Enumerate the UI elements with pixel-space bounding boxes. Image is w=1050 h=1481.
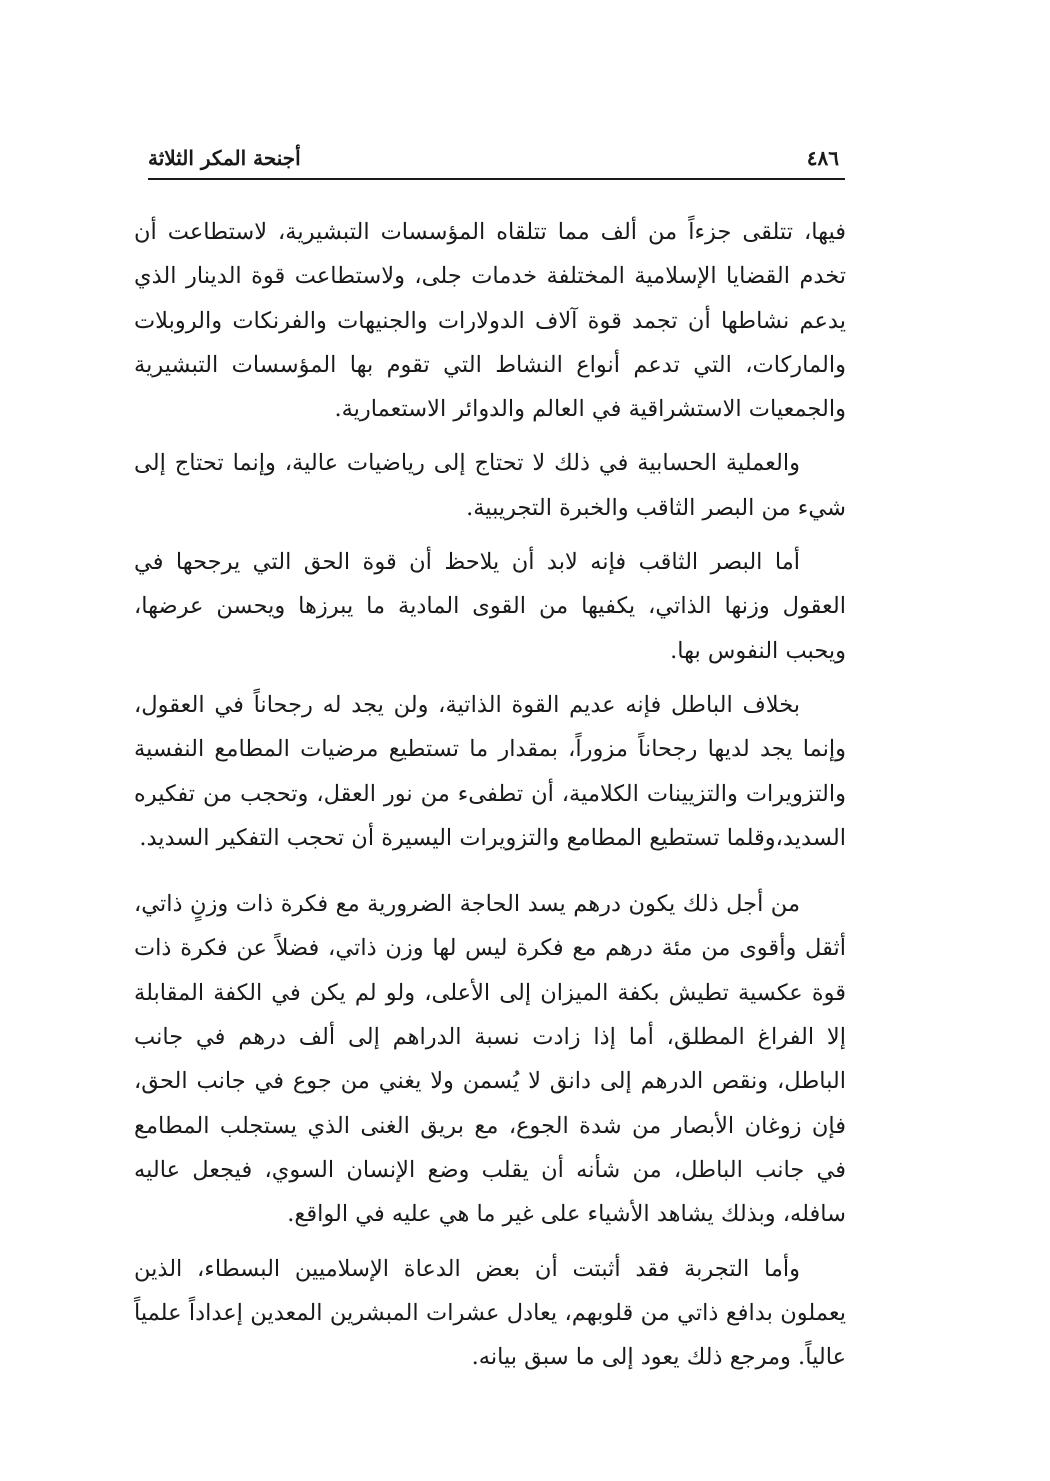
- paragraph-4: بخلاف الباطل فإنه عديم القوة الذاتية، ولن يجد له رجحاناً في العقول، وإنما يجد لديها رجحاناً مزوراً، بمقدار ما تستطيع مرضيات المطامع النفسية والتزويرات والتزيينات الكلامية، أن تطفىء من نور العقل، وتحجب من تفكيره السديد،وقلما تستطيع المطامع والتزويرات اليسيرة أن تحجب التفكير السديد.: [134, 691, 846, 851]
- paragraph-3: أما البصر الثاقب فإنه لابد أن يلاحظ أن قوة الحق التي يرجحها في العقول وزنها الذاتي، يكفيها من القوى المادية ما يبرزها ويحسن عرضها، ويحبب النفوس بها.: [134, 549, 846, 664]
- page-number: ٤٨٦: [806, 146, 839, 170]
- page-body: [134, 210, 846, 1389]
- running-header: [148, 138, 845, 180]
- paragraph-6: وأما التجربة فقد أثبتت أن بعض الدعاة الإسلاميين البسطاء، الذين يعملون بدافع ذاتي من قلوبهم، يعادل عشرات المبشرين المعدين إعداداً علمياً عالياً. ومرجع ذلك يعود إلى ما سبق بيانه.: [134, 1255, 846, 1371]
- paragraph-5: من أجل ذلك يكون درهم يسد الحاجة الضرورية مع فكرة ذات وزنٍ ذاتي، أثقل وأقوى من مئة درهم مع فكرة ليس لها وزن ذاتي، فضلاً عن فكرة ذات قوة عكسية تطيش بكفة الميزان إلى الأعلى، ولو لم يكن في الكفة المقابلة إلا الفراغ المطلق، أما إذا زادت نسبة الدراهم إلى ألف درهم في جانب الباطل، ونقص الدرهم إلى دانق لا يُسمن ولا يغني من جوع في جانب الحق، فإن زوغان الأبصار من شدة الجوع، مع بريق الغنى الذي يستجلب المطامع في جانب الباطل، من شأنه أن يقلب وضع الإنسان السوي، فيجعل عاليه سافله، وبذلك يشاهد الأشياء على غير ما هي عليه في الواقع.: [134, 891, 846, 1228]
- paragraph-2: والعملية الحسابية في ذلك لا تحتاج إلى رياضيات عالية، وإنما تحتاج إلى شيء من البصر الثاقب والخبرة التجريبية.: [134, 450, 846, 521]
- book-title: أجنحة المكر الثلاثة: [148, 146, 301, 170]
- paragraph-1: فيها، تتلقى جزءاً من ألف مما تتلقاه المؤسسات التبشيرية، لاستطاعت أن تخدم القضايا الإسلامية المختلفة خدمات جلى، ولاستطاعت قوة الدينار الذي يدعم نشاطها أن تجمد قوة آلاف الدولارات والجنيهات والفرنكات والروبلات والماركات، التي تدعم أنواع النشاط التي تقوم بها المؤسسات التبشيرية والجمعيات الاستشراقية في العالم والدوائر الاستعمارية.: [134, 219, 846, 423]
